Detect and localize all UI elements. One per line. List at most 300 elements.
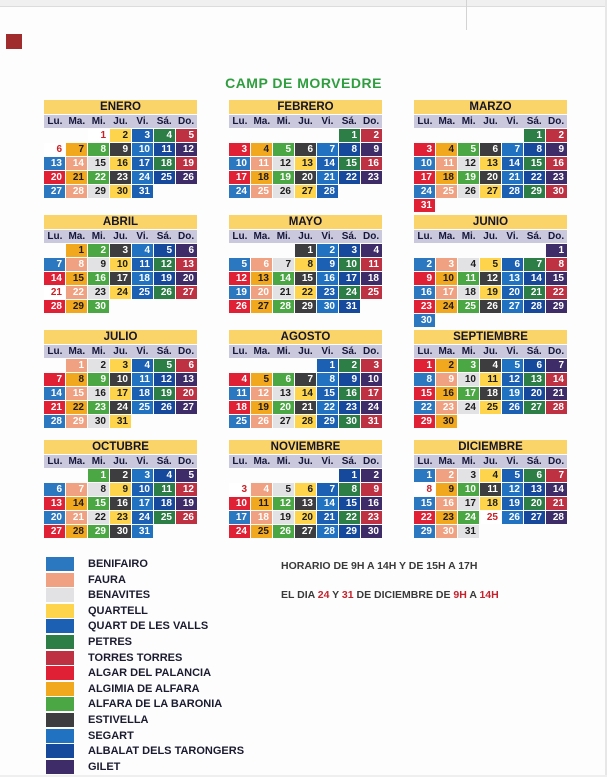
day-cell: 7 [524, 258, 545, 271]
day-cell: 5 [458, 143, 479, 156]
empty-cell [66, 129, 87, 142]
day-cell: 3 [229, 483, 250, 496]
day-cell: 2 [361, 129, 382, 142]
day-cell: 20 [524, 497, 545, 510]
weekday-label: Do. [363, 456, 380, 467]
weekday-header [414, 345, 567, 358]
day-cell: 4 [132, 359, 153, 372]
weekday-label: Sá. [526, 116, 542, 127]
empty-cell [436, 129, 457, 142]
day-cell: 24 [132, 511, 153, 524]
day-cell: 21 [546, 387, 567, 400]
day-cell: 5 [273, 143, 294, 156]
day-cell: 4 [480, 359, 501, 372]
day-cell: 30 [88, 415, 109, 428]
scan-edge-top [0, 0, 607, 7]
day-cell: 20 [44, 171, 65, 184]
day-cell: 19 [458, 171, 479, 184]
day-cell: 10 [458, 483, 479, 496]
legend-item [46, 697, 244, 711]
day-cell: 2 [436, 469, 457, 482]
day-cell: 26 [229, 300, 250, 313]
weekday-label: Ma. [253, 346, 271, 357]
day-cell: 20 [480, 171, 501, 184]
weekday-label: Vi. [136, 231, 149, 242]
day-cell: 25 [436, 185, 457, 198]
day-cell: 27 [44, 525, 65, 538]
day-cell: 29 [317, 415, 338, 428]
legend-label: ALBALAT DELS TARONGERS [88, 745, 245, 758]
day-cell: 8 [524, 143, 545, 156]
day-cell: 12 [176, 483, 197, 496]
day-cell: 3 [414, 143, 435, 156]
day-cell: 21 [44, 401, 65, 414]
day-cell: 19 [251, 401, 272, 414]
day-cell: 17 [229, 511, 250, 524]
empty-cell [295, 129, 316, 142]
day-cell: 7 [44, 258, 65, 271]
day-cell: 12 [273, 497, 294, 510]
day-cell: 24 [361, 401, 382, 414]
weekday-label: Ju. [113, 116, 128, 127]
day-cell: 14 [317, 157, 338, 170]
day-cell: 11 [154, 483, 175, 496]
day-cell: 20 [295, 171, 316, 184]
legend-item [46, 635, 244, 649]
day-cell: 18 [480, 387, 501, 400]
weekday-label: Mi. [461, 231, 476, 242]
day-cell: 22 [414, 401, 435, 414]
day-cell: 25 [251, 185, 272, 198]
day-cell: 9 [88, 258, 109, 271]
day-cell: 3 [132, 129, 153, 142]
legend-label: BENIFAIRO [88, 558, 148, 570]
day-cell: 16 [88, 272, 109, 285]
empty-cell [229, 129, 250, 142]
day-cell: 7 [44, 373, 65, 386]
weekday-label: Vi. [321, 346, 334, 357]
weekday-label: Ju. [113, 456, 128, 467]
day-cell: 5 [154, 244, 175, 257]
empty-cell [44, 359, 65, 372]
weekday-label: Ma. [68, 346, 86, 357]
day-cell: 23 [339, 401, 360, 414]
day-cell: 6 [44, 143, 65, 156]
day-cell: 11 [132, 373, 153, 386]
day-cell: 28 [502, 185, 523, 198]
legend-item [46, 666, 244, 680]
weekday-label: Lu. [232, 231, 248, 242]
day-cell: 8 [339, 143, 360, 156]
day-cell: 16 [546, 157, 567, 170]
day-cell: 14 [502, 157, 523, 170]
day-cell: 6 [176, 359, 197, 372]
day-cell: 23 [361, 511, 382, 524]
day-cell: 12 [154, 373, 175, 386]
days-grid [44, 244, 197, 313]
day-cell: 28 [66, 185, 87, 198]
weekday-label: Ju. [483, 231, 498, 242]
day-cell: 19 [480, 286, 501, 299]
weekday-label: Ju. [298, 116, 313, 127]
day-cell: 9 [361, 143, 382, 156]
day-cell: 1 [66, 359, 87, 372]
day-cell: 17 [110, 387, 131, 400]
month-title: JULIO [44, 330, 197, 344]
day-cell: 4 [458, 258, 479, 271]
day-cell: 21 [44, 286, 65, 299]
legend-label: ALFARA DE LA BARONIA [88, 698, 223, 711]
day-cell: 10 [229, 497, 250, 510]
empty-cell [44, 244, 65, 257]
month-calendar-febrero [229, 100, 382, 198]
day-cell: 14 [317, 497, 338, 510]
weekday-header [414, 115, 567, 128]
day-cell: 13 [295, 157, 316, 170]
month-calendar-marzo [414, 100, 567, 212]
day-cell: 27 [295, 185, 316, 198]
day-cell: 28 [44, 300, 65, 313]
day-cell: 31 [339, 300, 360, 313]
day-cell: 9 [317, 258, 338, 271]
day-cell: 9 [110, 483, 131, 496]
weekday-label: Vi. [506, 456, 519, 467]
day-cell: 2 [88, 359, 109, 372]
day-cell: 18 [132, 272, 153, 285]
day-cell: 26 [273, 525, 294, 538]
day-cell: 11 [458, 272, 479, 285]
empty-cell [414, 244, 435, 257]
day-cell: 26 [458, 185, 479, 198]
day-cell: 27 [176, 401, 197, 414]
empty-cell [458, 129, 479, 142]
day-cell: 10 [132, 483, 153, 496]
day-cell: 29 [414, 415, 435, 428]
weekday-label: Mi. [276, 231, 291, 242]
day-cell: 18 [436, 171, 457, 184]
day-cell: 31 [110, 415, 131, 428]
month-title: MAYO [229, 215, 382, 229]
day-cell: 4 [436, 143, 457, 156]
day-cell: 20 [176, 272, 197, 285]
day-cell: 26 [176, 171, 197, 184]
day-cell: 8 [414, 483, 435, 496]
legend-item [46, 682, 244, 696]
days-grid [414, 359, 567, 428]
day-cell: 13 [524, 483, 545, 496]
day-cell: 4 [480, 469, 501, 482]
day-cell: 13 [480, 157, 501, 170]
legend-swatch [46, 729, 74, 743]
day-cell: 11 [154, 143, 175, 156]
day-cell: 8 [66, 373, 87, 386]
empty-cell [251, 359, 272, 372]
weekday-label: Mi. [276, 116, 291, 127]
day-cell: 13 [502, 272, 523, 285]
legend-item [46, 557, 244, 571]
month-calendar-junio [414, 215, 567, 327]
day-cell: 11 [251, 497, 272, 510]
day-cell: 13 [524, 373, 545, 386]
day-cell: 8 [66, 258, 87, 271]
weekday-label: Lu. [417, 346, 433, 357]
empty-cell [295, 469, 316, 482]
day-cell: 21 [273, 286, 294, 299]
day-cell: 23 [546, 171, 567, 184]
day-cell: 22 [414, 511, 435, 524]
month-title: AGOSTO [229, 330, 382, 344]
weekday-label: Lu. [47, 231, 63, 242]
day-cell: 25 [132, 401, 153, 414]
day-cell: 18 [229, 401, 250, 414]
empty-cell [436, 244, 457, 257]
day-cell: 25 [154, 171, 175, 184]
note-special-days [281, 589, 581, 601]
legend-swatch [46, 557, 74, 571]
empty-cell [66, 469, 87, 482]
note-text: DE DICIEMBRE DE [353, 589, 454, 601]
day-cell: 28 [546, 511, 567, 524]
weekday-label: Vi. [506, 231, 519, 242]
day-cell: 8 [339, 483, 360, 496]
weekday-label: Sá. [156, 456, 172, 467]
empty-cell [229, 244, 250, 257]
day-cell: 16 [361, 497, 382, 510]
day-cell: 27 [295, 525, 316, 538]
empty-cell [502, 244, 523, 257]
weekday-label: Vi. [321, 456, 334, 467]
note-red-text: 14H [479, 589, 499, 601]
day-cell: 2 [361, 469, 382, 482]
day-cell: 8 [546, 258, 567, 271]
day-cell: 25 [251, 525, 272, 538]
month-title: DICIEMBRE [414, 440, 567, 454]
day-cell: 1 [339, 129, 360, 142]
day-cell: 19 [502, 497, 523, 510]
day-cell: 1 [88, 469, 109, 482]
legend [46, 557, 244, 774]
weekday-label: Do. [363, 116, 380, 127]
day-cell: 22 [339, 511, 360, 524]
day-cell: 9 [546, 143, 567, 156]
day-cell: 14 [44, 387, 65, 400]
day-cell: 26 [502, 511, 523, 524]
legend-label: ALGAR DEL PALANCIA [88, 667, 212, 680]
day-cell: 6 [295, 143, 316, 156]
day-cell: 22 [88, 511, 109, 524]
day-cell: 17 [110, 272, 131, 285]
day-cell: 15 [524, 157, 545, 170]
day-cell: 19 [229, 286, 250, 299]
day-cell: 3 [458, 469, 479, 482]
weekday-label: Ju. [298, 346, 313, 357]
day-cell: 9 [110, 143, 131, 156]
legend-item [46, 760, 244, 774]
weekday-label: Do. [548, 456, 565, 467]
day-cell: 20 [251, 286, 272, 299]
month-title: MARZO [414, 100, 567, 114]
day-cell: 21 [317, 171, 338, 184]
day-cell: 12 [480, 272, 501, 285]
days-grid [414, 244, 567, 327]
day-cell: 15 [414, 387, 435, 400]
day-cell: 29 [66, 300, 87, 313]
day-cell: 12 [229, 272, 250, 285]
weekday-label: Mi. [461, 456, 476, 467]
weekday-header [44, 230, 197, 243]
weekday-label: Ju. [298, 231, 313, 242]
day-cell: 1 [66, 244, 87, 257]
month-title: ENERO [44, 100, 197, 114]
day-cell: 6 [480, 143, 501, 156]
day-cell: 1 [414, 469, 435, 482]
weekday-label: Sá. [156, 116, 172, 127]
legend-item [46, 744, 244, 758]
day-cell: 16 [110, 497, 131, 510]
day-cell: 24 [414, 185, 435, 198]
empty-cell [273, 469, 294, 482]
day-cell: 22 [295, 286, 316, 299]
legend-label: ESTIVELLA [88, 713, 149, 726]
day-cell: 1 [295, 244, 316, 257]
day-cell: 31 [361, 415, 382, 428]
weekday-label: Sá. [341, 231, 357, 242]
day-cell: 23 [361, 171, 382, 184]
day-cell: 5 [176, 469, 197, 482]
day-cell: 17 [458, 497, 479, 510]
weekday-label: Mi. [91, 231, 106, 242]
day-cell: 31 [414, 199, 435, 212]
day-cell: 3 [436, 258, 457, 271]
day-cell: 2 [436, 359, 457, 372]
day-cell: 9 [436, 483, 457, 496]
empty-cell [458, 244, 479, 257]
day-cell: 19 [154, 272, 175, 285]
day-cell: 17 [436, 286, 457, 299]
day-cell: 11 [229, 387, 250, 400]
day-cell: 10 [110, 373, 131, 386]
day-cell: 23 [88, 286, 109, 299]
day-cell: 6 [251, 258, 272, 271]
day-cell: 17 [339, 272, 360, 285]
weekday-label: Ma. [68, 116, 86, 127]
day-cell: 30 [88, 300, 109, 313]
month-calendar-octubre [44, 440, 197, 538]
weekday-label: Vi. [506, 346, 519, 357]
empty-cell [273, 244, 294, 257]
day-cell: 13 [44, 157, 65, 170]
day-cell: 16 [414, 286, 435, 299]
legend-label: ALGIMIA DE ALFARA [88, 682, 200, 695]
day-cell: 4 [251, 143, 272, 156]
day-cell: 7 [66, 143, 87, 156]
day-cell: 14 [546, 483, 567, 496]
weekday-label: Ju. [298, 456, 313, 467]
legend-swatch [46, 651, 74, 665]
weekday-label: Lu. [417, 231, 433, 242]
day-cell: 9 [414, 272, 435, 285]
day-cell: 6 [176, 244, 197, 257]
empty-cell [502, 129, 523, 142]
day-cell: 12 [154, 258, 175, 271]
day-cell: 21 [546, 497, 567, 510]
day-cell: 23 [436, 511, 457, 524]
weekday-label: Do. [548, 346, 565, 357]
day-cell: 11 [436, 157, 457, 170]
weekday-label: Sá. [341, 116, 357, 127]
day-cell: 11 [480, 373, 501, 386]
day-cell: 30 [110, 185, 131, 198]
day-cell: 28 [295, 415, 316, 428]
day-cell: 1 [546, 244, 567, 257]
weekday-label: Ju. [113, 231, 128, 242]
month-title: JUNIO [414, 215, 567, 229]
weekday-label: Ju. [483, 116, 498, 127]
legend-swatch [46, 573, 74, 587]
day-cell: 14 [66, 497, 87, 510]
days-grid [229, 359, 382, 428]
days-grid [44, 129, 197, 198]
weekday-label: Do. [363, 346, 380, 357]
day-cell: 26 [154, 286, 175, 299]
day-cell: 7 [546, 469, 567, 482]
day-cell: 18 [154, 157, 175, 170]
day-cell: 17 [132, 497, 153, 510]
day-cell: 24 [339, 286, 360, 299]
weekday-header [44, 115, 197, 128]
day-cell: 12 [502, 483, 523, 496]
day-cell: 19 [502, 387, 523, 400]
days-grid [414, 469, 567, 538]
empty-cell [251, 469, 272, 482]
empty-cell [480, 244, 501, 257]
day-cell: 10 [414, 157, 435, 170]
weekday-label: Sá. [156, 346, 172, 357]
weekday-label: Do. [548, 116, 565, 127]
day-cell: 29 [88, 185, 109, 198]
weekday-label: Mi. [276, 346, 291, 357]
month-title: ABRIL [44, 215, 197, 229]
legend-item [46, 588, 244, 602]
day-cell: 22 [66, 401, 87, 414]
note-text: EL DIA [281, 589, 318, 601]
weekday-label: Mi. [91, 456, 106, 467]
day-cell: 15 [414, 497, 435, 510]
day-cell: 10 [110, 258, 131, 271]
day-cell: 25 [458, 300, 479, 313]
legend-item [46, 573, 244, 587]
empty-cell [317, 469, 338, 482]
day-cell: 18 [132, 387, 153, 400]
day-cell: 23 [436, 401, 457, 414]
day-cell: 7 [273, 258, 294, 271]
day-cell: 30 [436, 525, 457, 538]
day-cell: 8 [414, 373, 435, 386]
weekday-label: Vi. [136, 346, 149, 357]
day-cell: 4 [229, 373, 250, 386]
weekday-label: Ma. [253, 116, 271, 127]
empty-cell [295, 359, 316, 372]
months-grid [44, 100, 567, 538]
day-cell: 15 [295, 272, 316, 285]
day-cell: 16 [436, 497, 457, 510]
day-cell: 16 [339, 387, 360, 400]
day-cell: 7 [546, 359, 567, 372]
day-cell: 5 [502, 359, 523, 372]
day-cell: 23 [110, 171, 131, 184]
day-cell: 28 [546, 401, 567, 414]
day-cell: 31 [458, 525, 479, 538]
